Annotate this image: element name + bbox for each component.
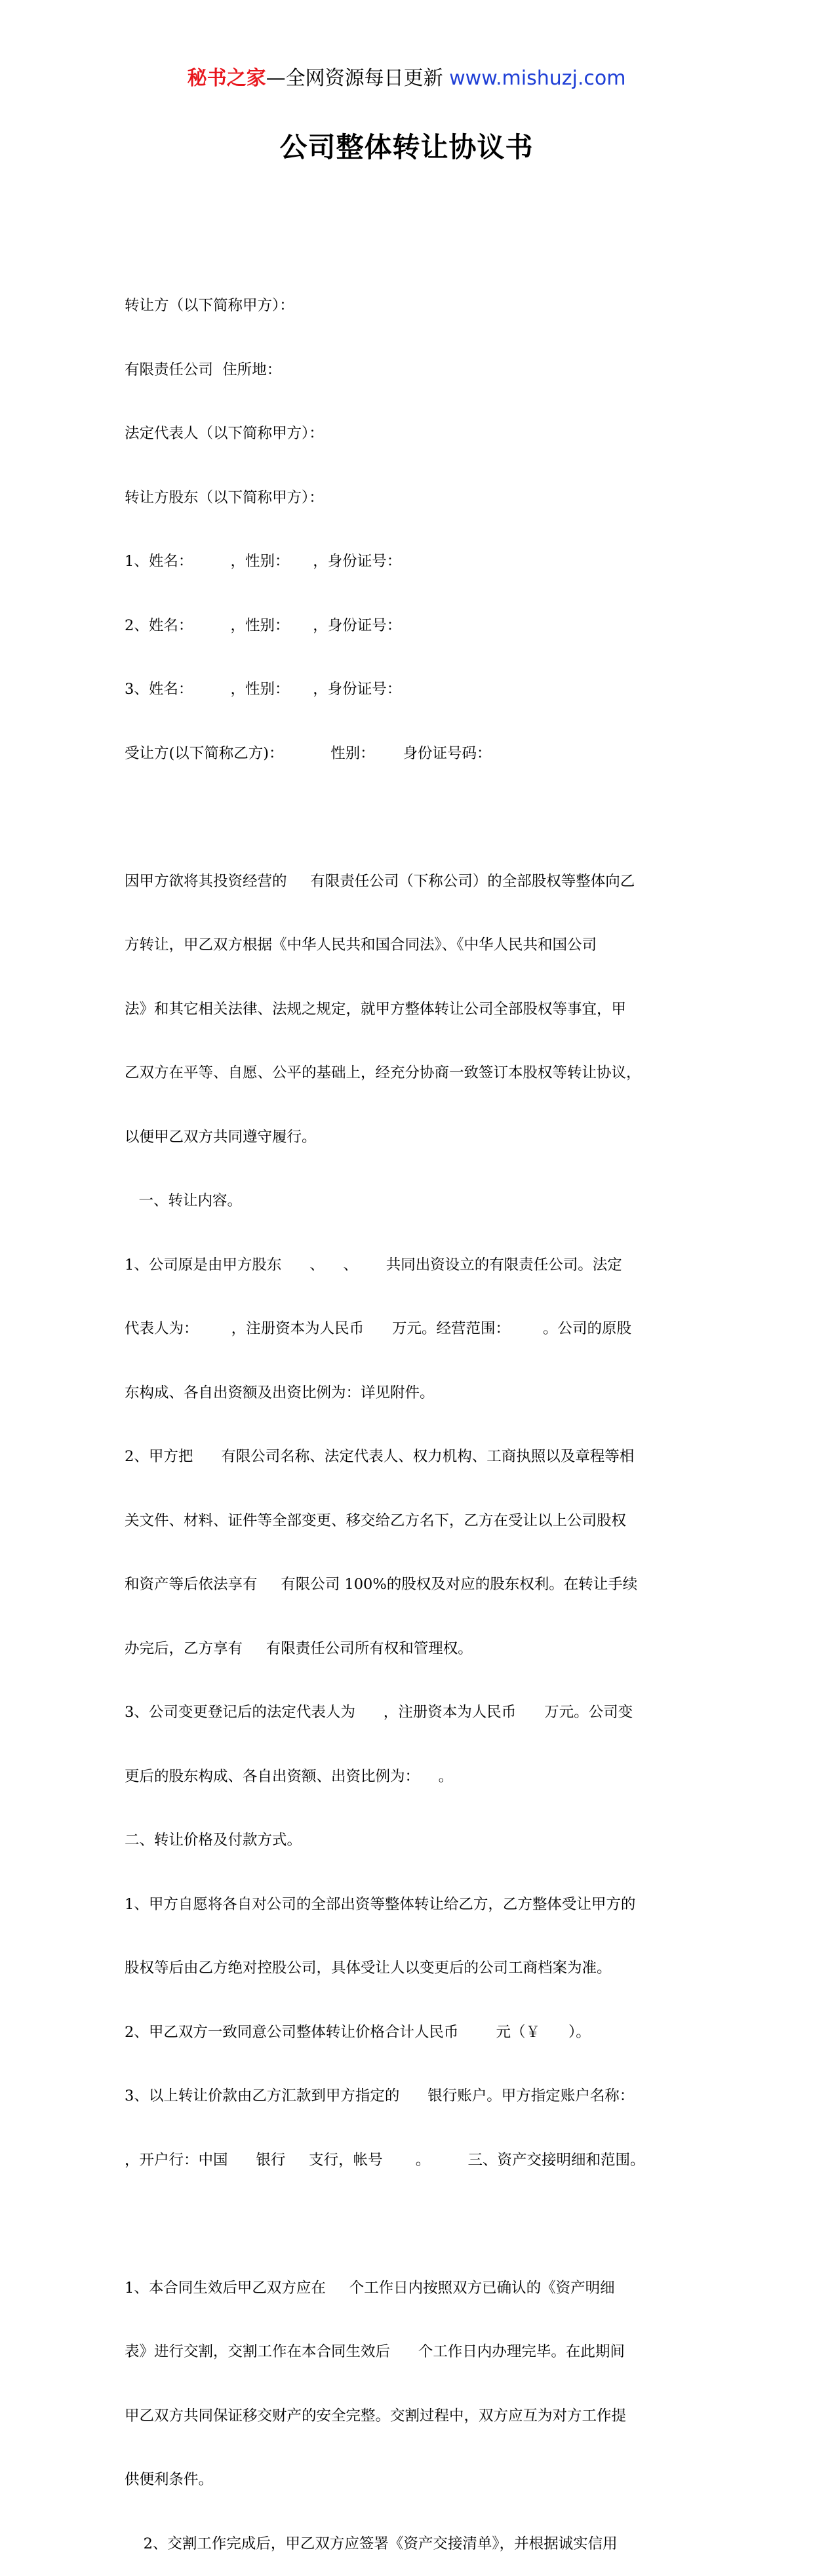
body-line: 关文件、材料、证件等全部变更、移交给乙方名下，乙方在受让以上公司股权	[125, 1512, 627, 1529]
body-line: 和资产等后依法享有 有限公司 100%的股权及对应的股东权利。在转让手续	[125, 1576, 638, 1593]
body-line: 受让方(以下简称乙方)： 性别： 身份证号码：	[125, 744, 492, 762]
body-line: 3、公司变更登记后的法定代表人为 ，注册资本为人民币 万元。公司变	[125, 1704, 633, 1721]
site-url[interactable]: www.mishuzj.com	[449, 67, 626, 90]
blank-line	[125, 2213, 708, 2235]
brand-name: 秘书之家	[187, 67, 266, 90]
body-line: 1、本合同生效后甲乙双方应在 个工作日内按照双方已确认的《资产明细	[125, 2279, 615, 2297]
body-line: 2、交割工作完成后，甲乙双方应签署《资产交接清单》，并根据诚实信用	[125, 2535, 618, 2552]
body-line: 乙双方在平等、自愿、公平的基础上，经充分协商一致签订本股权等转让协议，	[125, 1064, 641, 1081]
body-line: 3、姓名： ，性别： ，身份证号：	[125, 681, 402, 698]
document-body	[125, 252, 708, 2576]
body-line: 转让方（以下简称甲方）：	[125, 297, 294, 314]
body-line: 供便利条件。	[125, 2471, 214, 2488]
body-line: 以便甲乙双方共同遵守履行。	[125, 1128, 317, 1146]
body-line: 转让方股东（以下简称甲方）：	[125, 489, 324, 506]
body-line: 1、姓名： ，性别： ，身份证号：	[125, 553, 402, 570]
body-line: 3、以上转让价款由乙方汇款到甲方指定的 银行账户。甲方指定账户名称：	[125, 2087, 635, 2104]
body-line: 表》进行交割，交割工作在本合同生效后 个工作日内办理完毕。在此期间	[125, 2343, 625, 2360]
body-line: 2、甲方把 有限公司名称、法定代表人、权力机构、工商执照以及章程等相	[125, 1448, 635, 1465]
body-line: 法定代表人（以下简称甲方）：	[125, 425, 324, 442]
body-line: 有限责任公司 住所地：	[125, 361, 282, 378]
body-line: 2、姓名： ，性别： ，身份证号：	[125, 616, 402, 634]
section-heading: 二、转让价格及付款方式。	[125, 1832, 302, 1849]
body-line: 2、甲乙双方一致同意公司整体转让价格合计人民币 元（￥ ）。	[125, 2023, 591, 2041]
body-line: 1、甲方自愿将各自对公司的全部出资等整体转让给乙方，乙方整体受让甲方的	[125, 1895, 636, 1913]
body-line: 因甲方欲将其投资经营的 有限责任公司（下称公司）的全部股权等整体向乙	[125, 872, 635, 890]
body-line: 法》和其它相关法律、法规之规定，就甲方整体转让公司全部股权等事宜，甲	[125, 1000, 627, 1018]
body-line: ，开户行：中国 银行 支行，帐号 。 三、资产交接明细和范围。	[125, 2151, 645, 2169]
site-header	[0, 66, 813, 92]
document-title: 公司整体转让协议书	[279, 131, 534, 163]
body-line: 甲乙双方共同保证移交财产的安全完整。交割过程中，双方应互为对方工作提	[125, 2407, 627, 2425]
body-line: 东构成、各自出资额及出资比例为：详见附件。	[125, 1384, 435, 1401]
body-line: 办完后，乙方享有 有限责任公司所有权和管理权。	[125, 1640, 473, 1657]
body-line: 更后的股东构成、各自出资额、出资比例为： 。	[125, 1767, 454, 1785]
body-line: 股权等后由乙方绝对控股公司，具体受让人以变更后的公司工商档案为准。	[125, 1960, 612, 1977]
header-tagline: —全网资源每日更新	[266, 67, 450, 90]
blank-line	[125, 807, 708, 828]
body-line: 方转让，甲乙双方根据《中华人民共和国合同法》、《中华人民共和国公司	[125, 936, 597, 954]
body-line: 1、公司原是由甲方股东 、 、 共同出资设立的有限责任公司。法定	[125, 1256, 622, 1274]
body-line: 代表人为： ，注册资本为人民币 万元。经营范围： 。公司的原股	[125, 1320, 632, 1337]
section-heading: 一、转让内容。	[125, 1192, 242, 1209]
